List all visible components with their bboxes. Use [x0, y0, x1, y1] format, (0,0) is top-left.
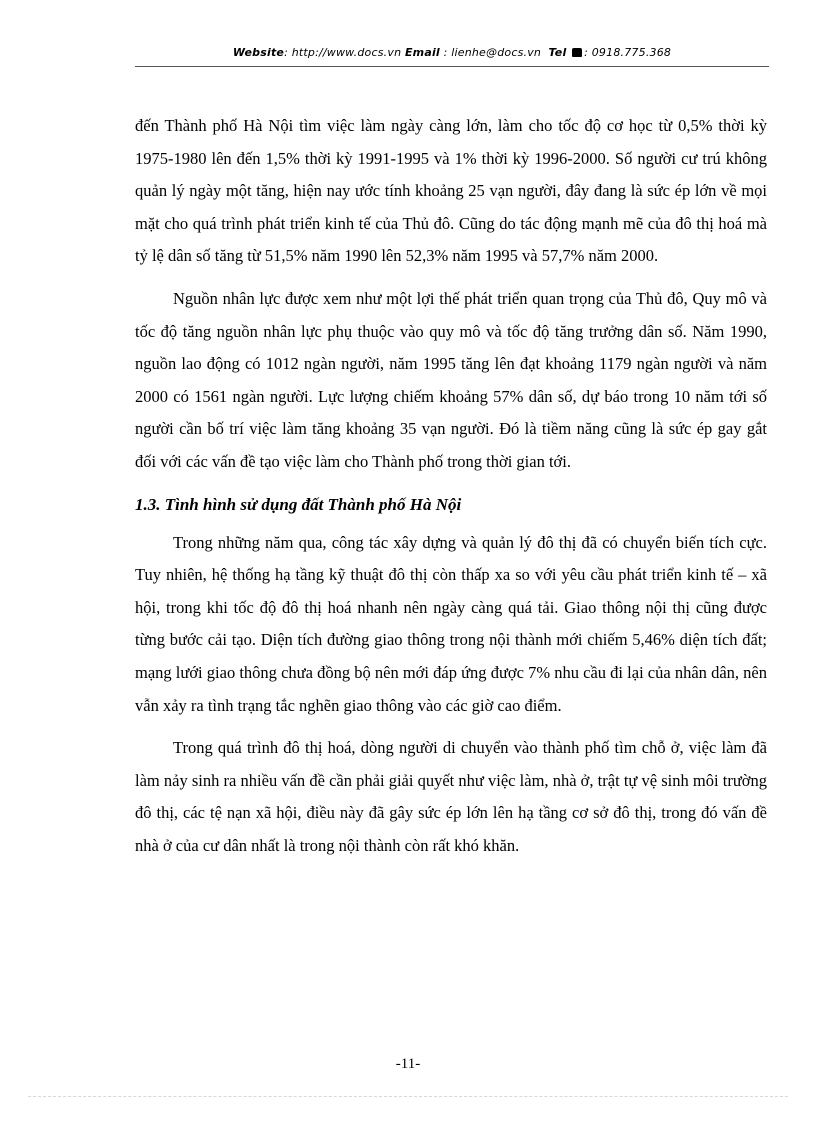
- paragraph-2: Nguồn nhân lực được xem như một lợi thế phát triển quan trọng của Thủ đô, Quy mô và tốc độ tăng nguồn nhân lực phụ thuộc vào quy mô và tốc độ tăng trưởng dân số. Năm 1990, nguồn lao động có 1012 ngàn người, năm 1995 tăng lên đạt khoảng 1179 ngàn người và năm 2000 có 1561 ngàn người. Lực lượng chiếm khoảng 57% dân số, dự báo trong 10 năm tới số người cần bố trí việc làm tăng khoảng 35 vạn người. Đó là tiềm năng cũng là sức ép gay gắt đối với các vấn đề tạo việc làm cho Thành phố trong thời gian tới.: [135, 288, 767, 471]
- page-number: -11-: [395, 1056, 421, 1072]
- email-value[interactable]: lienhe@docs.vn: [451, 46, 542, 59]
- tel-value: : 0918.775.368: [584, 46, 672, 59]
- header-divider: [135, 66, 769, 67]
- footer-divider: [28, 1096, 788, 1097]
- paragraph-4: Trong quá trình đô thị hoá, dòng người di chuyển vào thành phố tìm chỗ ở, việc làm đã làm nảy sinh ra nhiều vấn đề cần phải giải quyết như việc làm, nhà ở, trật tự vệ sinh môi trường đô thị, các tệ nạn xã hội, điều này đã gây sức ép lớn lên hạ tầng cơ sở đô thị, trong đó vấn đề nhà ở của cư dân nhất là trong nội thành còn rất khó khăn.: [135, 738, 767, 855]
- email-separator: :: [439, 46, 452, 59]
- tel-label: Tel: [548, 46, 567, 59]
- website-label: Website: [232, 46, 285, 59]
- paragraph-3: Trong những năm qua, công tác xây dựng và quản lý đô thị đã có chuyển biến tích cực. Tuy nhiên, hệ thống hạ tầng kỹ thuật đô thị còn thấp xa so với yêu cầu phát triển kinh tế – xã hội, trong khi tốc độ đô thị hoá nhanh nên ngày càng quá tải. Giao thông nội thị cũng được từng bước cải tạo. Diện tích đường giao thông trong nội thành mới chiếm 5,46% diện tích đất; mạng lưới giao thông chưa đồng bộ nên mới đáp ứng được 7% nhu cầu đi lại của nhân dân, nên vẫn xảy ra tình trạng tắc nghẽn giao thông vào các giờ cao điểm.: [135, 532, 767, 715]
- section-heading: 1.3. Tình hình sử dụng đất Thành phố Hà Nội: [135, 494, 462, 514]
- email-label: Email: [404, 46, 440, 59]
- document-body: [135, 110, 767, 872]
- website-separator: :: [284, 46, 292, 59]
- website-url[interactable]: http://www.docs.vn: [291, 46, 402, 59]
- page-header: [135, 46, 769, 59]
- phone-icon: [572, 48, 582, 57]
- paragraph-1: đến Thành phố Hà Nội tìm việc làm ngày càng lớn, làm cho tốc độ cơ học từ 0,5% thời kỳ 1975-1980 lên đến 1,5% thời kỳ 1991-1995 và 1% thời kỳ 1996-2000. Số người cư trú không quản lý ngày một tăng, hiện nay ước tính khoảng 25 vạn người, đây đang là sức ép lớn về mọi mặt cho quá trình phát triển kinh tế của Thủ đô. Cũng do tác động mạnh mẽ của đô thị hoá mà tỷ lệ dân số tăng từ 51,5% năm 1990 lên 52,3% năm 1995 và 57,7% năm 2000.: [135, 116, 767, 266]
